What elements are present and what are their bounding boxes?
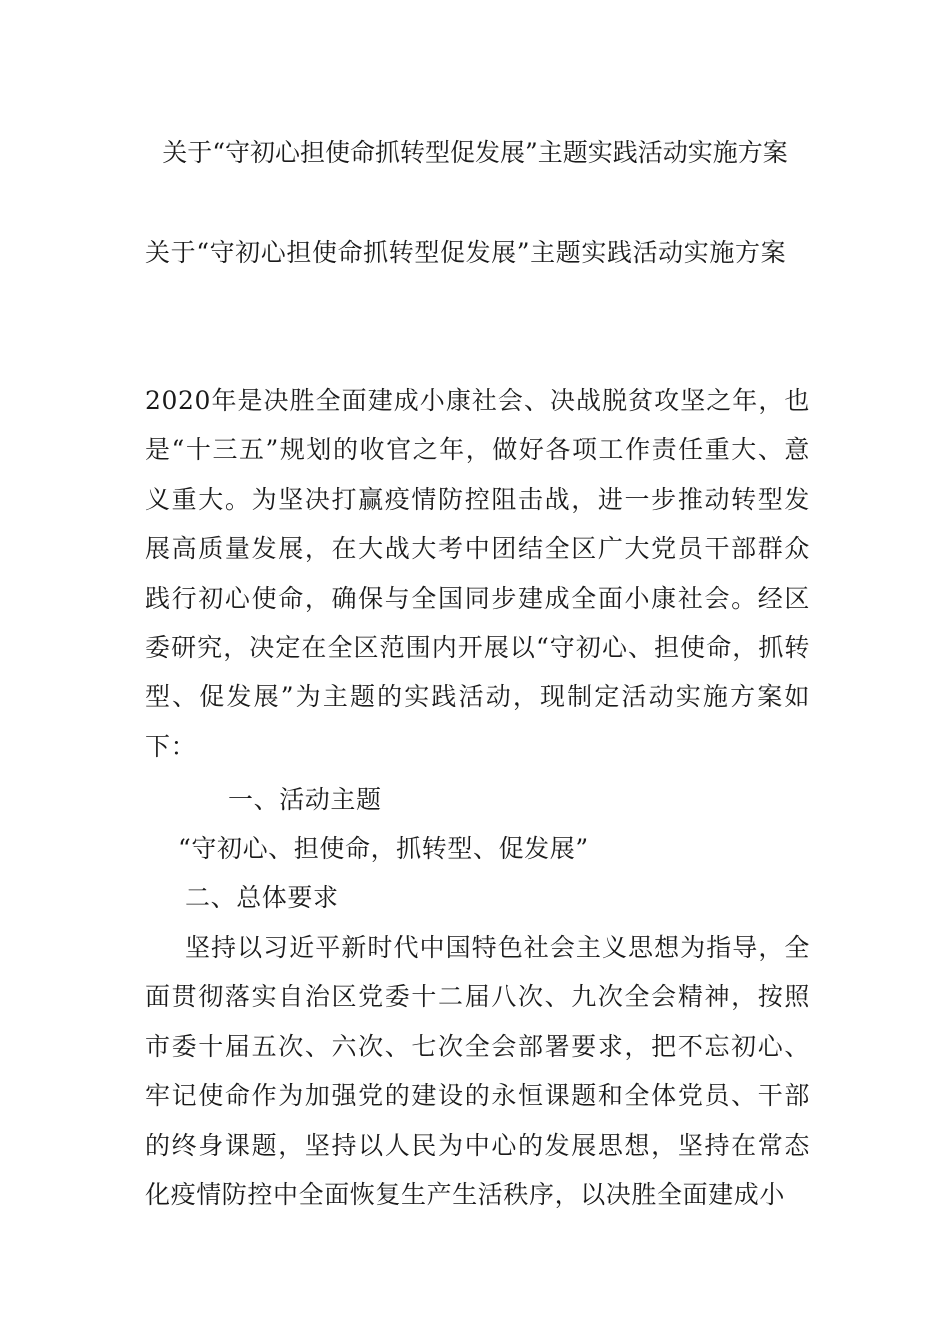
document-title: 关于“守初心担使命抓转型促发展”主题实践活动实施方案 bbox=[162, 138, 788, 167]
section-1-theme: “守初心、担使命，抓转型、促发展” bbox=[178, 834, 589, 863]
intro-paragraph: 2020年是决胜全面建成小康社会、决战脱贫攻坚之年，也是“十三五”规划的收官之年，做好各项工作责任重大、意义重大。为坚决打赢疫情防控阻击战，进一步推动转型发展高质量发展，在大战大考中团结全区广大党员干部群众践行初心使命，确保与全国同步建成全面小康社会。经区委研究，决定在全区范围内开展以“守初心、担使命，抓转型、促发展”为主题的实践活动，现制定活动实施方案如下： bbox=[145, 386, 810, 761]
section-2-heading: 二、总体要求 bbox=[185, 883, 339, 912]
document-subtitle: 关于“守初心担使命抓转型促发展”主题实践活动实施方案 bbox=[145, 238, 787, 267]
section-2-paragraph: 坚持以习近平新时代中国特色社会主义思想为指导，全面贯彻落实自治区党委十二届八次、九次全会精神，按照市委十届五次、六次、七次全会部署要求，把不忘初心、牢记使命作为加强党的建设的永恒课题和全体党员、干部的终身课题，坚持以人民为中心的发展思想，坚持在常态化疫情防控中全面恢复生产生活秩序，以决胜全面建成小 bbox=[145, 933, 810, 1210]
section-1-heading: 一、活动主题 bbox=[228, 785, 382, 814]
